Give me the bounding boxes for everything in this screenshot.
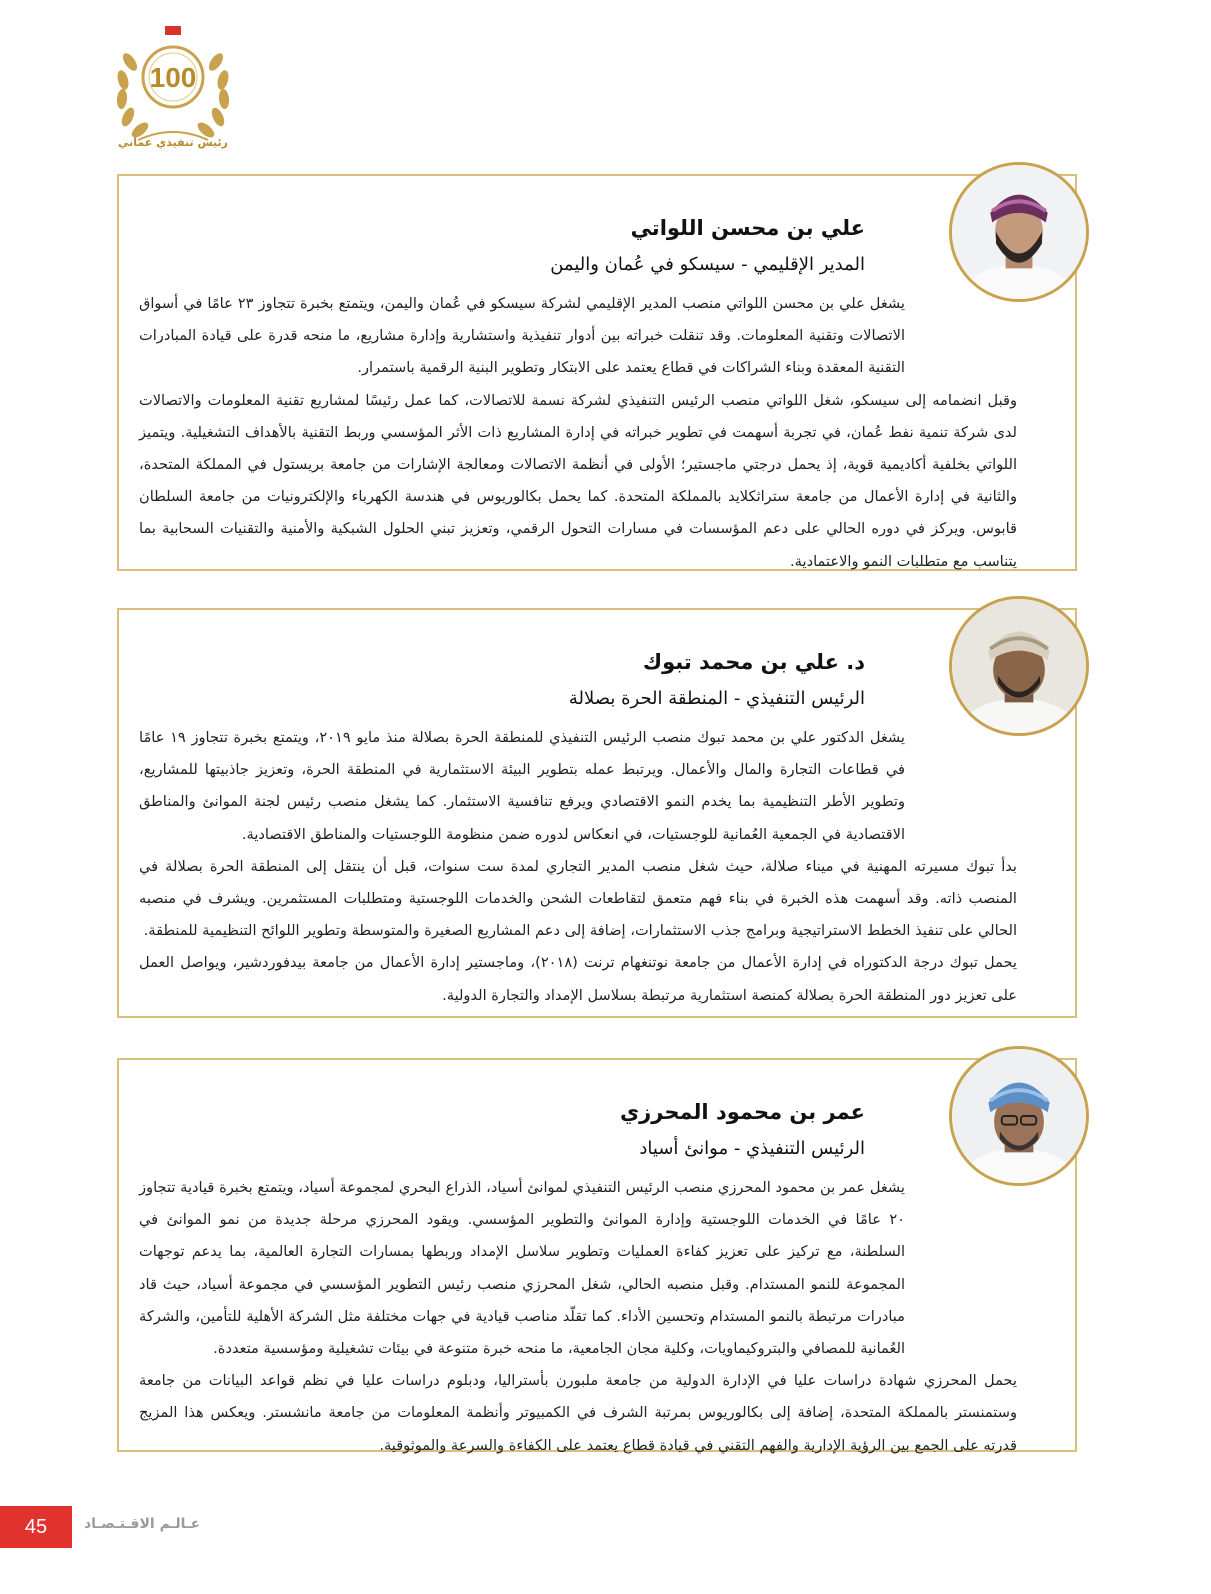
profile-bio <box>139 1172 1017 1462</box>
profile-bio <box>139 722 1017 1012</box>
profile-role: الرئيس التنفيذي - موانئ أسياد <box>639 1138 865 1159</box>
profile-name: علي بن محسن اللواتي <box>630 216 865 240</box>
profile-photo <box>949 1046 1089 1186</box>
profile-photo <box>949 596 1089 736</box>
profile-name: د. علي بن محمد تبوك <box>642 650 865 674</box>
profile-name: عمر بن محمود المحرزي <box>619 1100 865 1124</box>
profile-card-3 <box>117 1058 1077 1452</box>
bio-paragraph: يشغل علي بن محسن اللواتي منصب المدير الإقليمي لشركة سيسكو في عُمان واليمن، ويتمتع بخبرة تتجاوز ٢٣ عامًا في أسواق الاتصالات وتقنية المعلومات. وقد تنقلت خبراته بين أدوار تنفيذية واستشارية وإدارة مشاريع، ما منحه قدرة على قيادة المبادرات التقنية المعقدة وبناء الشراكات في قطاع يعتمد على الابتكار وتطوير البنية الرقمية باستمرار. <box>139 295 905 377</box>
bio-paragraph: وقبل انضمامه إلى سيسكو، شغل اللواتي منصب الرئيس التنفيذي لشركة نسمة للاتصالات، كما عمل رئيسًا لمشاريع تقنية المعلومات والاتصالات لدى شركة تنمية نفط عُمان، في تجربة أسهمت في تطوير خبراته في إدارة المشاريع ذات الأثر المؤسسي وربط التقنية بالأهداف التشغيلية. ويتميز اللواتي بخلفية أكاديمية قوية، إذ يحمل درجتي ماجستير؛ الأولى في أنظمة الاتصالات ومعالجة الإشارات من جامعة بريستول في المملكة المتحدة، والثانية في إدارة الأعمال من جامعة ستراثكلايد بالمملكة المتحدة. كما يحمل بكالوريوس في هندسة الكهرباء والإلكترونيات من جامعة السلطان قابوس. ويركز في دوره الحالي على دعم المؤسسات في مسارات التحول الرقمي، وتعزيز تبني الحلول الشبكية والأمنية والتقنيات السحابية بما يتناسب مع متطلبات النمو والاعتمادية. <box>139 391 1017 570</box>
profile-card-2 <box>117 608 1077 1018</box>
profile-card-1 <box>117 174 1077 571</box>
bio-paragraph: يحمل تبوك درجة الدكتوراه في إدارة الأعمال من جامعة نوتنغهام ترنت (٢٠١٨)، وماجستير إدارة الأعمال من جامعة بيدفوردشير، ويواصل العمل على تعزيز دور المنطقة الحرة بصلالة كمنصة استثمارية مرتبطة بسلاسل الإمداد والتجارة الدولية. <box>139 954 1017 1004</box>
bio-paragraph: يحمل المحرزي شهادة دراسات عليا في الإدارة الدولية من جامعة ملبورن بأستراليا، ودبلوم دراسات عليا في نظم قواعد البيانات من جامعة وستمنستر بالمملكة المتحدة، إضافة إلى بكالوريوس بمرتبة الشرف في الكمبيوتر وأنظمة المعلومات من جامعة مانشستر. ويعكس هذا المزيج قدرته على الجمع بين الرؤية الإدارية والفهم التقني في قيادة قطاع يعتمد على الكفاءة والسرعة والموثوقية. <box>139 1372 1017 1454</box>
award-caption: رئيس تنفيذي عماني <box>118 136 228 149</box>
profile-role: الرئيس التنفيذي - المنطقة الحرة بصلالة <box>568 688 865 709</box>
profile-role: المدير الإقليمي - سيسكو في عُمان واليمن <box>550 254 865 275</box>
bio-paragraph: يشغل الدكتور علي بن محمد تبوك منصب الرئيس التنفيذي للمنطقة الحرة بصلالة منذ مايو ٢٠١٩، ويتمتع بخبرة تتجاوز ١٩ عامًا في قطاعات التجارة والمال والأعمال. ويرتبط عمله بتطوير البيئة الاستثمارية في المنطقة الحرة، وتعزيز جاذبيتها للمشاريع، وتطوير الأطر التنظيمية بما يخدم النمو الاقتصادي ويرفع تنافسية الاستثمار. كما يشغل منصب رئيس لجنة الموانئ والمناطق الاقتصادية في الجمعية العُمانية للوجستيات، في انعكاس لدوره ضمن منظومة اللوجستيات والمناطق الاقتصادية. <box>139 729 905 843</box>
award-number: 100 <box>149 62 197 93</box>
page-number: 45 <box>24 1516 48 1538</box>
profile-photo <box>949 162 1089 302</box>
bio-paragraph: يشغل عمر بن محمود المحرزي منصب الرئيس التنفيذي لموانئ أسياد، الذراع البحري لمجموعة أسياد، ويتمتع بخبرة قيادية تتجاوز ٢٠ عامًا في الخدمات اللوجستية وإدارة الموانئ والتطوير المؤسسي. ويقود المحرزي مرحلة جديدة من نمو الموانئ في السلطنة، مع تركيز على تعزيز كفاءة العمليات وتطوير سلاسل الإمداد وربطها بمسارات التجارة العالمية، بما يدعم توجهات المجموعة للنمو المستدام. وقبل منصبه الحالي، شغل المحرزي منصب رئيس التطوير المؤسسي في مجموعة أسياد، حيث قاد مبادرات مرتبطة بالنمو المستدام وتحسين الأداء. كما تقلّد مناصب قيادية في جهات مختلفة مثل الشركة الأهلية للتأمين، والشركة العُمانية للمصافي والبتروكيماويات، وكلية مجان الجامعية، ما منحه خبرة متنوعة في بيئات تشغيلية ومؤسسية متعددة. <box>139 1179 905 1358</box>
profile-bio <box>139 288 1017 578</box>
magazine-name: عـالـم الاقـتـصـاد <box>84 1516 201 1532</box>
bio-paragraph: بدأ تبوك مسيرته المهنية في ميناء صلالة، حيث شغل منصب المدير التجاري لمدة ست سنوات، قبل أن ينتقل إلى المنطقة الحرة بصلالة في المنصب ذاته. وقد أسهمت هذه الخبرة في بناء فهم متعمق لتقاطعات الشحن والخدمات اللوجستية ومتطلبات المستثمرين. ويشرف في منصبه الحالي على تنفيذ الخطط الاستراتيجية وبرامج جذب الاستثمارات، إضافة إلى دعم المشاريع الصغيرة والمتوسطة وتطوير اللوائح التنظيمية للمنطقة. <box>139 857 1017 940</box>
